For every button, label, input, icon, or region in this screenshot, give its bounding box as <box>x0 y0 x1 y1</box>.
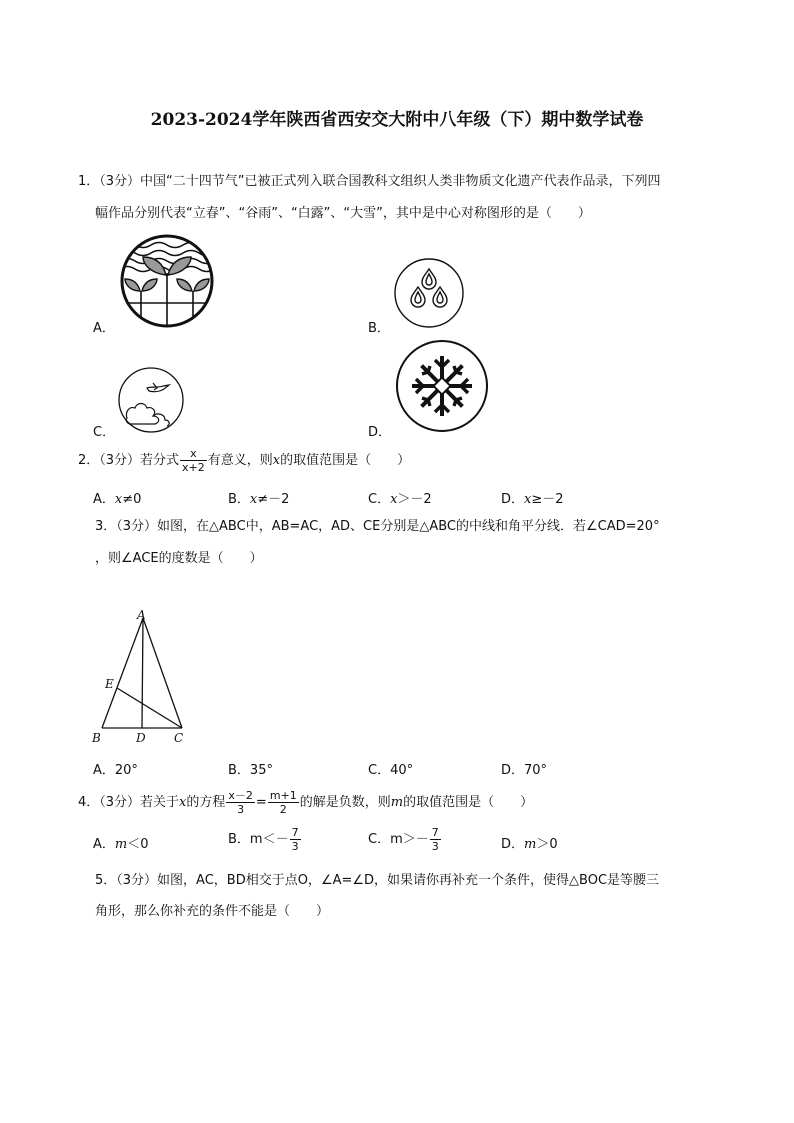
q2-option-c <box>368 488 432 507</box>
q4-option-c-fraction <box>430 826 441 853</box>
label-e: E <box>105 677 114 691</box>
option-a-label: A． <box>93 321 115 336</box>
q2-option-c-text: ＞－2 <box>397 492 432 507</box>
q4-frac2-num: m+1 <box>269 789 297 802</box>
side-ab <box>102 618 143 728</box>
q3-triangle-figure <box>88 606 198 746</box>
q4-option-d-label: D． <box>501 837 525 852</box>
q2-option-a-var: x <box>114 492 123 507</box>
q2-option-a <box>93 488 141 507</box>
q2-option-b <box>228 488 289 507</box>
label-c: C <box>174 731 184 745</box>
q4-option-c-var: m <box>390 832 403 847</box>
q2-option-b-label: B． <box>228 492 250 507</box>
q4-prefix: 4．（3分）若关于 <box>78 795 180 810</box>
q2-option-b-text: ≠－2 <box>257 492 290 507</box>
q4-suffix: 的解是负数，则 <box>299 795 391 810</box>
q3-option-c: C．40° <box>368 763 414 778</box>
q4-option-b-fraction <box>290 826 301 853</box>
q4-fraction-2 <box>268 789 299 816</box>
q4-suffix2: 的取值范围是（ ） <box>403 795 534 810</box>
q2-option-a-text: ≠0 <box>122 492 142 507</box>
question-3-line-1: 3．（3分）如图，在△ABC中，AB=AC，AD、CE分别是△ABC的中线和角平分线．若∠CAD=20° <box>95 519 660 534</box>
q4-option-a <box>93 833 149 852</box>
bisector-ce <box>117 688 182 728</box>
option-d-daxue-image <box>394 338 490 434</box>
option-b-guyu-image <box>393 257 465 329</box>
option-b-label: B． <box>368 321 390 336</box>
question-2 <box>78 447 410 474</box>
q2-fraction <box>180 447 207 474</box>
q4-option-b-var: m <box>249 832 263 847</box>
q3-option-b: B．35° <box>228 763 273 778</box>
question-4 <box>78 789 533 816</box>
q4-option-c <box>368 826 442 853</box>
q4-var-m: m <box>390 795 404 810</box>
q2-suffix2: 的取值范围是（ ） <box>280 453 411 468</box>
q4-option-c-text: ＞－ <box>402 832 429 847</box>
question-1-line-2: 幅作品分别代表“立春”、“谷雨”、“白露”、“大雪”，其中是中心对称图形的是（ ） <box>95 206 591 221</box>
median-ad <box>142 618 143 728</box>
page-title: 2023-2024学年陕西省西安交大附中八年级（下）期中数学试卷 <box>150 110 644 130</box>
q2-option-d-label: D． <box>501 492 525 507</box>
q3-option-d: D．70° <box>501 763 548 778</box>
q2-frac-den: x+2 <box>182 461 205 474</box>
q3-option-a: A．20° <box>93 763 138 778</box>
q4-eq: = <box>255 795 267 810</box>
q2-prefix: 2．（3分）若分式 <box>78 453 180 468</box>
option-c-bailu-image <box>117 366 185 434</box>
q4-option-b <box>228 826 302 853</box>
q2-option-a-label: A． <box>93 492 115 507</box>
q4-option-b-label: B． <box>228 832 250 847</box>
q2-frac-num: x <box>180 447 207 461</box>
q4-option-c-frac-num: 7 <box>431 826 439 839</box>
q4-frac1-num: x－2 <box>228 789 253 802</box>
q4-option-b-frac-den: 3 <box>291 840 299 853</box>
q4-option-d <box>501 833 558 852</box>
q4-option-c-label: C． <box>368 832 391 847</box>
label-d: D <box>136 731 146 745</box>
side-ac <box>143 618 182 728</box>
q4-mid: 的方程 <box>186 795 226 810</box>
question-5-line-2: 角形，那么你补充的条件不能是（ ） <box>95 904 330 919</box>
q2-option-d <box>501 488 564 507</box>
option-c-label: C． <box>93 425 116 440</box>
q4-option-a-label: A． <box>93 837 115 852</box>
q4-option-b-text: ＜－ <box>262 832 289 847</box>
q2-option-c-label: C． <box>368 492 391 507</box>
option-d-label: D． <box>368 425 392 440</box>
q2-option-d-text: ≥－2 <box>531 492 564 507</box>
q4-frac1-den: 3 <box>237 803 245 816</box>
q4-option-c-frac-den: 3 <box>431 840 439 853</box>
q2-option-b-var: x <box>249 492 258 507</box>
q2-suffix: 有意义，则 <box>207 453 273 468</box>
q4-frac2-den: 2 <box>279 803 287 816</box>
q4-fraction-1 <box>226 789 255 816</box>
q4-option-d-var: m <box>524 837 537 852</box>
question-3-line-2: ，则∠ACE的度数是（ ） <box>95 551 263 566</box>
q2-option-d-var: x <box>524 492 532 507</box>
q4-option-b-frac-num: 7 <box>291 826 299 839</box>
question-1-line-1: 1．（3分）中国“二十四节气”已被正式列入联合国教科文组织人类非物质文化遗产代表作品录，下列四 <box>78 174 661 189</box>
q4-option-a-text: ＜0 <box>127 837 149 852</box>
q2-option-c-var: x <box>390 492 398 507</box>
label-b: B <box>92 731 101 745</box>
q4-option-a-var: m <box>114 837 128 852</box>
label-a: A <box>137 608 146 622</box>
option-a-lichun-image <box>119 233 215 329</box>
q4-var-x: x <box>179 795 187 810</box>
q2-var: x <box>272 453 281 468</box>
question-5-line-1: 5．（3分）如图，AC，BD相交于点O，∠A=∠D，如果请你再补充一个条件，使得△BOC是等腰三 <box>95 873 660 888</box>
q4-option-d-text: ＞0 <box>536 837 558 852</box>
